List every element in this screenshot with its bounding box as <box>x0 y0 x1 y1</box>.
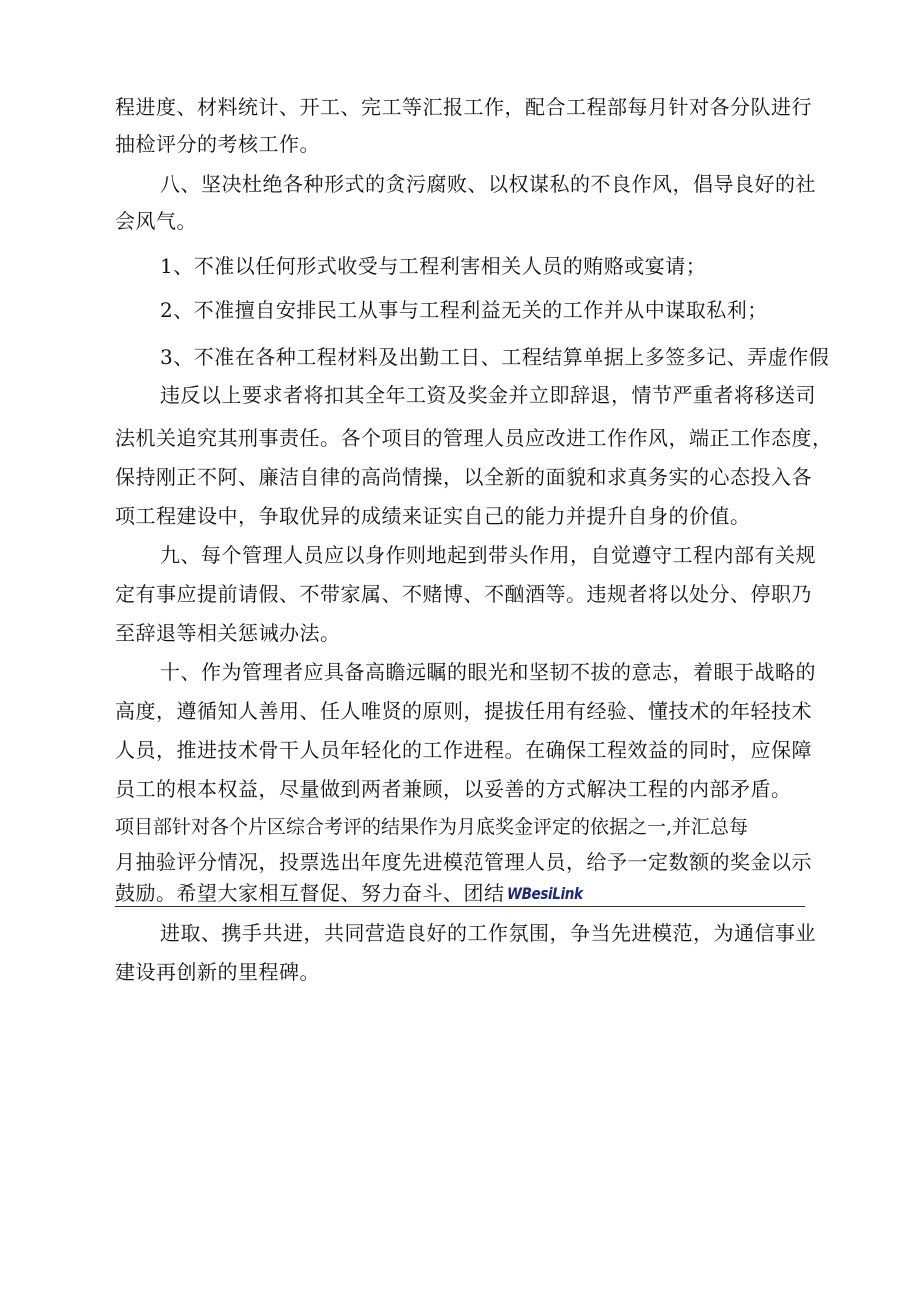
horizontal-rule <box>115 906 805 907</box>
text-line: 定有事应提前请假、不带家属、不赌博、不酗酒等。违规者将以处分、停职乃 <box>115 582 812 606</box>
text-line: 九、每个管理人员应以身作则地起到带头作用，自觉遵守工程内部有关规 <box>160 543 816 567</box>
text-line: 进取、携手共进，共同营造良好的工作氛围，争当先进模范，为通信事业 <box>160 921 816 945</box>
text-line: 至辞退等相关惩诫办法。 <box>115 621 341 645</box>
text-line: 3、不准在各种工程材料及出勤工日、工程结算单据上多签多记、弄虚作假 <box>160 345 830 369</box>
text-line: 月抽验评分情况，投票选出年度先进模范管理人员，给予一定数额的奖金以示 <box>115 850 812 874</box>
text-line: 项工程建设中，争取优异的成绩来证实自己的能力并提升自身的价值。 <box>115 504 751 528</box>
text-line: 程进度、材料统计、开工、完工等汇报工作，配合工程部每月针对各分队进行 <box>115 95 812 119</box>
text-line: 十、作为管理者应具备高瞻远瞩的眼光和坚韧不拔的意志，着眼于战略的 <box>160 660 816 684</box>
text-segment: 鼓励。希望大家相互督促、努力奋斗、团结 <box>115 881 505 905</box>
text-line: 员工的根本权益，尽量做到两者兼顾，以妥善的方式解决工程的内部矛盾。 <box>115 777 792 801</box>
watermark-logo: WBesiLink <box>506 884 583 903</box>
text-line: 高度，遵循知人善用、任人唯贤的原则，提拔任用有经验、懂技术的年轻技术 <box>115 699 812 723</box>
text-line: 建设再创新的里程碑。 <box>115 960 320 984</box>
text-line: 法机关追究其刑事责任。各个项目的管理人员应改进工作作风，端正工作态度， <box>115 426 833 450</box>
text-line: 违反以上要求者将扣其全年工资及奖金并立即辞退，情节严重者将移送司 <box>160 383 816 407</box>
text-line: 八、坚决杜绝各种形式的贪污腐败、以权谋私的不良作风，倡导良好的社 <box>160 172 816 196</box>
text-line: 2、不准擅自安排民工从事与工程利益无关的工作并从中谋取私利； <box>160 298 768 322</box>
text-line: 抽检评分的考核工作。 <box>115 132 320 156</box>
text-line: 项目部针对各个片区综合考评的结果作为月底奖金评定的依据之一,并汇总每 <box>115 816 749 838</box>
text-line-with-logo <box>115 880 595 907</box>
text-line: 会风气。 <box>115 209 197 233</box>
text-line: 人员，推进技术骨干人员年轻化的工作进程。在确保工程效益的同时，应保障 <box>115 738 812 762</box>
text-line: 1、不准以任何形式收受与工程利害相关人员的贿赂或宴请； <box>160 254 707 278</box>
text-line: 保持刚正不阿、廉洁自律的高尚情操，以全新的面貌和求真务实的心态投入各 <box>115 465 812 489</box>
